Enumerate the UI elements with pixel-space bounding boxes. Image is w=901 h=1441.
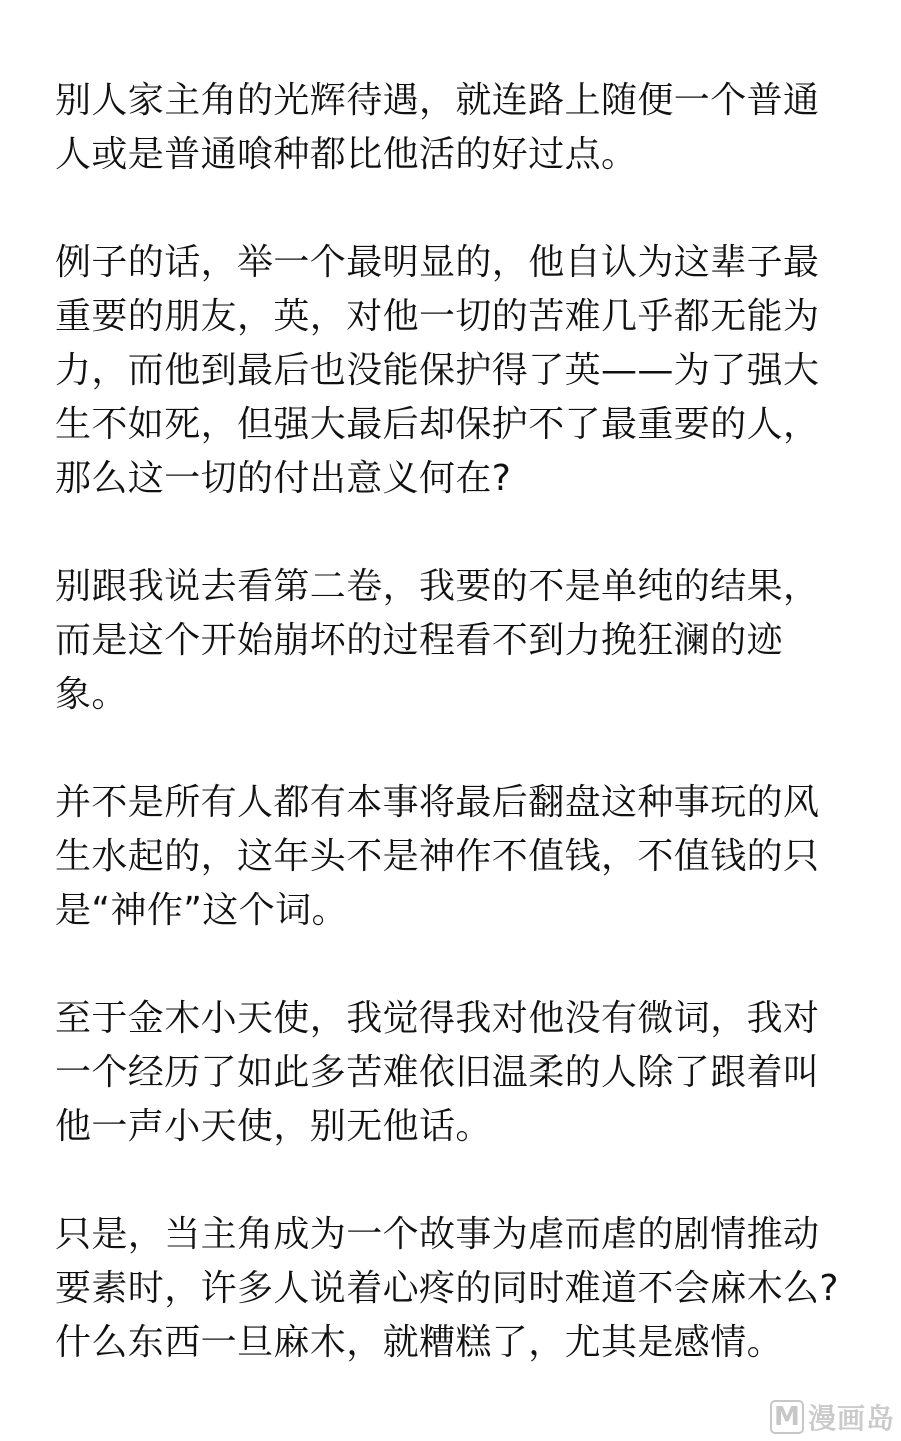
watermark-logo-icon: M (770, 1400, 804, 1434)
text-line: 至于金木小天使，我觉得我对他没有微词，我对 (55, 998, 820, 1039)
paragraph-1 (55, 74, 855, 182)
text-line: 他一声小天使，别无他话。 (55, 1106, 492, 1147)
paragraph-3 (55, 560, 855, 722)
text-line: 生水起的，这年头不是神作不值钱，不值钱的只 (55, 836, 820, 877)
text-line: 例子的话，举一个最明显的，他自认为这辈子最 (55, 242, 820, 283)
text-line: 别人家主角的光辉待遇，就连路上随便一个普通 (55, 80, 820, 121)
text-line: 要素时，许多人说着心疼的同时难道不会麻木么? (55, 1268, 839, 1309)
paragraph-5 (55, 992, 855, 1154)
text-line: 只是，当主角成为一个故事为虐而虐的剧情推动 (55, 1214, 820, 1255)
watermark-text: 漫画岛 (807, 1402, 895, 1435)
text-line: 象。 (55, 674, 128, 715)
paragraph-4 (55, 776, 855, 938)
text-line: 而是这个开始崩坏的过程看不到力挽狂澜的迹 (55, 620, 784, 661)
paragraph-6 (55, 1208, 855, 1370)
text-line: 一个经历了如此多苦难依旧温柔的人除了跟着叫 (55, 1052, 820, 1093)
text-line: 并不是所有人都有本事将最后翻盘这种事玩的风 (55, 782, 820, 823)
text-line: 重要的朋友，英，对他一切的苦难几乎都无能为 (55, 296, 820, 337)
text-line: 生不如死，但强大最后却保护不了最重要的人， (55, 404, 820, 445)
text-line: 力，而他到最后也没能保护得了英——为了强大 (55, 350, 820, 391)
watermark (770, 1397, 895, 1437)
text-line: 什么东西一旦麻木，就糟糕了，尤其是感情。 (55, 1322, 784, 1363)
text-line: 是“神作”这个词。 (55, 890, 348, 931)
article-body (55, 74, 855, 1424)
text-line: 人或是普通喰种都比他活的好过点。 (55, 134, 638, 175)
text-line: 别跟我说去看第二卷，我要的不是单纯的结果， (55, 566, 820, 607)
text-line: 那么这一切的付出意义何在? (55, 458, 512, 499)
paragraph-2 (55, 236, 855, 506)
